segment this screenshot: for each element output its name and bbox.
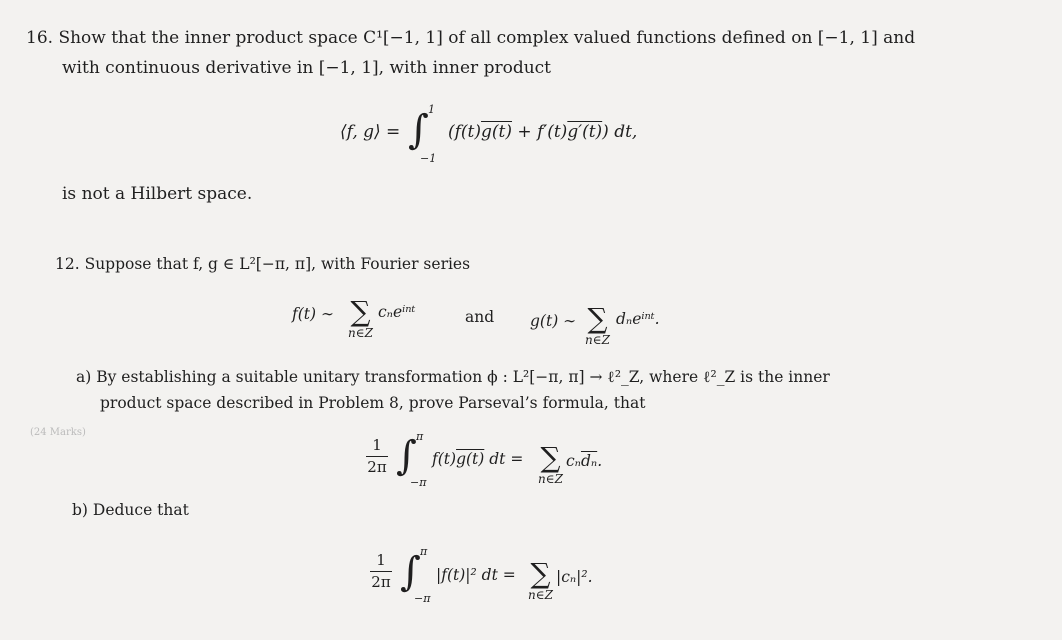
part-a-line-2: product space described in Problem 8, prove Parseval’s formula, that (100, 394, 646, 412)
f-series-terms: cₙeⁱⁿᵗ (378, 303, 416, 321)
parseval-lower: −π (410, 476, 427, 489)
deduce-integrand: |f(t)|² dt = (436, 566, 516, 584)
parseval-integral-sign: ∫ (396, 433, 417, 479)
g-sum-index: n∈Z (585, 333, 610, 347)
formula-body (448, 122, 637, 142)
parseval-sum: ∑ n∈Z (538, 441, 563, 486)
problem-12-intro: 12. Suppose that f, g ∈ L²[−π, π], with Fourier series (55, 255, 471, 273)
and-word: and (465, 308, 495, 326)
parseval-integrand: f(t)g(t) dt = (432, 450, 524, 468)
parseval-rhs: $c_n\overline{d_n}$. (566, 452, 603, 470)
formula-mid: + f′(t) (512, 122, 568, 142)
integral-sign: ∫ (408, 107, 429, 153)
integral-upper-limit: 1 (428, 103, 435, 116)
g-series-terms: dₙeⁱⁿᵗ. (616, 310, 660, 328)
f-series-sum: ∑ n∈Z (348, 295, 373, 340)
deduce-fraction: 1 2π (371, 551, 391, 591)
deduce-lower: −π (414, 592, 431, 605)
problem-16-line-3: is not a Hilbert space. (62, 184, 253, 204)
g-series-lhs: g(t) ∼ (530, 312, 577, 330)
formula-body-pre: (f(t) (448, 122, 482, 142)
part-b: b) Deduce that (72, 501, 189, 519)
parseval-fraction: 1 2π (367, 436, 387, 476)
problem-16-line-1: 16. Show that the inner product space C¹[−1, 1] of all complex valued functions defined on [−1, 1] and (26, 28, 916, 48)
deduce-sum: ∑ n∈Z (528, 557, 553, 602)
formula-lhs: ⟨f, g⟩ = (340, 122, 401, 142)
formula-conj-g: g(t) (481, 122, 513, 142)
part-a-line-1: a) By establishing a suitable unitary transformation ϕ : L²[−π, π] → ℓ²_Z, where ℓ²_Z is the inner (76, 368, 830, 386)
deduce-integral-sign: ∫ (400, 549, 421, 595)
formula-conj-gprime: g′(t) (567, 122, 603, 142)
f-series-lhs: f(t) ∼ (292, 305, 334, 323)
f-sum-index: n∈Z (348, 326, 373, 340)
problem-16-line-2: with continuous derivative in [−1, 1], with inner product (62, 58, 552, 78)
formula-body-post: ) dt, (602, 122, 638, 142)
deduce-upper: π (420, 545, 428, 558)
parseval-upper: π (416, 430, 424, 443)
integral-lower-limit: −1 (420, 152, 437, 165)
margin-note: (24 Marks) (30, 427, 86, 438)
deduce-rhs: |cₙ|². (556, 568, 593, 586)
g-series-sum: ∑ n∈Z (585, 302, 610, 347)
